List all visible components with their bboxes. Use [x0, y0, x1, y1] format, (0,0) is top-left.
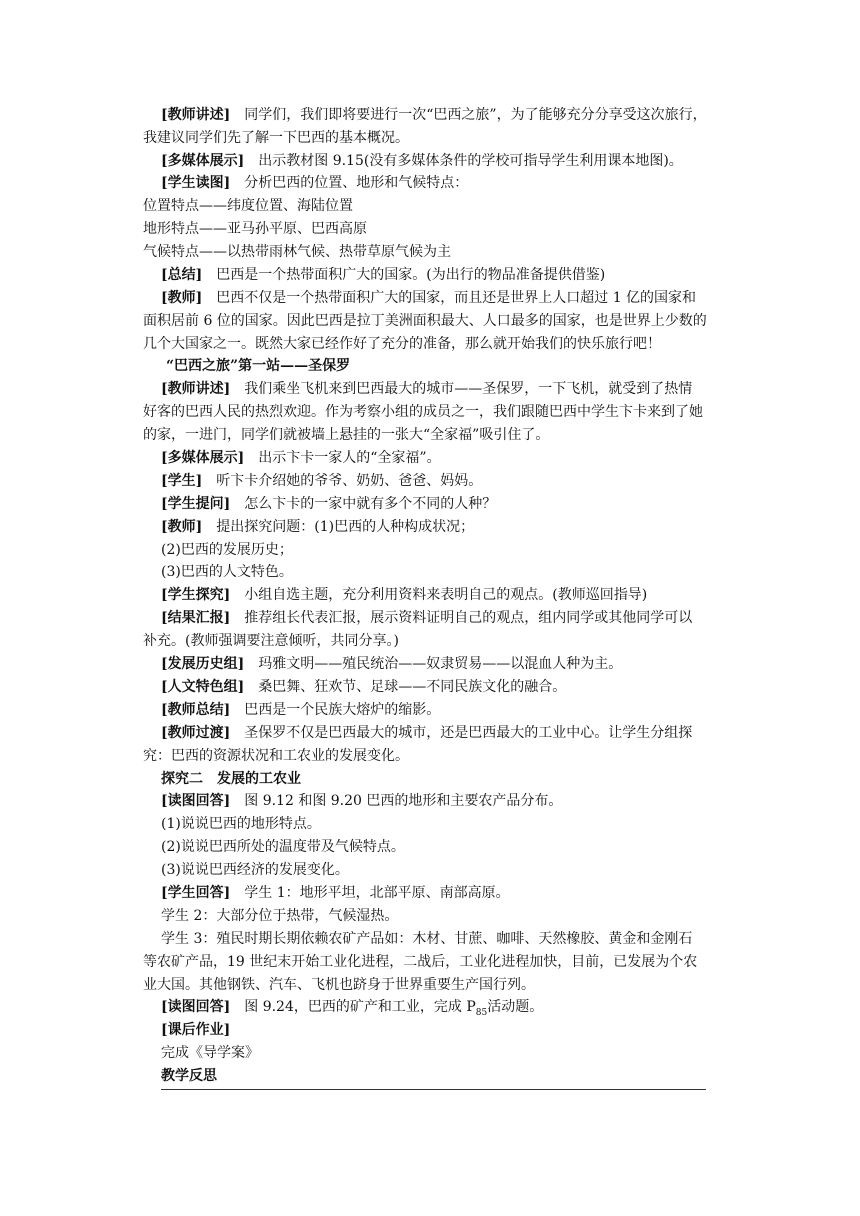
- section-tag: [学生探究]: [161, 587, 231, 603]
- paragraph-student-inquiry: [161, 585, 647, 605]
- paragraph-result-report: [161, 608, 692, 628]
- paragraph-continuation: 等农矿产品，19 世纪末开始工业化进程，二战后，工业化进程加快，目前，已发展为个农: [143, 954, 698, 970]
- section-tag: [教师总结]: [161, 702, 231, 718]
- question-item-1: (1)说说巴西的地形特点。: [161, 816, 321, 832]
- paragraph-teacher-narration-1: [161, 105, 707, 125]
- paragraph-multimedia-2: [161, 448, 441, 468]
- feature-position: 位置特点——纬度位置、海陆位置: [143, 198, 353, 214]
- paragraph-text: 学生 1：地形平坦，北部平原、南部高原。: [244, 885, 510, 901]
- paragraph-text: 出示卞卡一家人的“全家福”。: [258, 450, 441, 466]
- section-tag: [教师讲述]: [161, 381, 231, 397]
- paragraph-continuation: 究：巴西的资源状况和工农业的发展变化。: [143, 748, 409, 764]
- paragraph-map-reading-2: [161, 997, 543, 1017]
- paragraph-text: 圣保罗不仅是巴西最大的城市，还是巴西最大的工业中心。让学生分组探: [244, 725, 693, 741]
- section-tag: [教师]: [161, 519, 203, 535]
- section-heading-homework: [课后作业]: [161, 1022, 231, 1038]
- paragraph-student-reading: [161, 173, 468, 193]
- section-tag: [多媒体展示]: [161, 450, 245, 466]
- reflection-blank-line: [161, 1089, 706, 1090]
- homework-text: 完成《导学案》: [161, 1045, 259, 1061]
- paragraph-text: 听卞卡介绍她的爷爷、奶奶、爸爸、妈妈。: [216, 473, 483, 489]
- section-tag: [学生回答]: [161, 885, 231, 901]
- paragraph-text: 提出探究问题：(1)巴西的人种构成状况；: [216, 519, 475, 535]
- question-item-3: (3)说说巴西经济的发展变化。: [161, 862, 349, 878]
- paragraph-text: 图 9.24，巴西的矿产和工业，完成 P: [244, 999, 476, 1015]
- question-item-3: (3)巴西的人文特色。: [161, 564, 293, 580]
- paragraph-text: 我们乘坐飞机来到巴西最大的城市——圣保罗，一下飞机，就受到了热情: [244, 381, 693, 397]
- paragraph-text: 同学们，我们即将要进行一次“巴西之旅”，为了能够充分分享受这次旅行，: [244, 107, 707, 123]
- paragraph-text: 分析巴西的位置、地形和气候特点：: [244, 175, 469, 191]
- paragraph-continuation: 几个大国家之一。既然大家已经作好了充分的准备，那么就开始我们的快乐旅行吧！: [143, 336, 661, 352]
- paragraph-multimedia-1: [161, 151, 683, 171]
- paragraph-text: 巴西是一个热带面积广大的国家。(为出行的物品准备提供借鉴): [216, 267, 606, 283]
- feature-climate: 气候特点——以热带雨林气候、热带草原气候为主: [143, 244, 451, 260]
- paragraph-map-reading-1: [161, 791, 562, 811]
- feature-terrain: 地形特点——亚马孙平原、巴西高原: [143, 221, 367, 237]
- paragraph-teacher-2: [161, 517, 474, 537]
- section-tag: [人文特色组]: [161, 679, 245, 695]
- section-tag: [学生]: [161, 473, 203, 489]
- paragraph-text: 巴西是一个民族大熔炉的缩影。: [244, 702, 441, 718]
- question-item-2: (2)说说巴西所处的温度带及气候特点。: [161, 839, 405, 855]
- paragraph-text: 桑巴舞、狂欢节、足球——不同民族文化的融合。: [258, 679, 567, 695]
- paragraph-history-group: [161, 654, 622, 674]
- section-tag: [教师]: [161, 290, 203, 306]
- section-tag: [总结]: [161, 267, 203, 283]
- paragraph-text: 玛雅文明——殖民统治——奴隶贸易——以混血人种为主。: [258, 656, 623, 672]
- student-answer-3: 学生 3：殖民时期长期依赖农矿产品如：木材、甘蔗、咖啡、天然橡胶、黄金和金刚石: [161, 931, 693, 947]
- section-tag: [读图回答]: [161, 793, 231, 809]
- paragraph-text: 怎么卞卡的一家中就有多个不同的人种？: [244, 496, 497, 512]
- paragraph-text: 图 9.12 和图 9.20 巴西的地形和主要农产品分布。: [244, 793, 563, 809]
- paragraph-text-tail: 活动题。: [487, 999, 544, 1015]
- section-heading-inquiry-two: 探究二 发展的工农业: [161, 771, 301, 787]
- page-subscript: 85: [475, 1007, 488, 1018]
- section-tag: [多媒体展示]: [161, 153, 245, 169]
- section-tag: [读图回答]: [161, 999, 231, 1015]
- paragraph-teacher-narration-2: [161, 379, 692, 399]
- student-answer-2: 学生 2：大部分位于热带，气候湿热。: [161, 908, 399, 924]
- section-tag: [教师讲述]: [161, 107, 231, 123]
- section-tag: [结果汇报]: [161, 610, 231, 626]
- paragraph-teacher-summary: [161, 700, 440, 720]
- paragraph-summary: [161, 265, 605, 285]
- section-tag: [发展历史组]: [161, 656, 245, 672]
- section-tag: [学生读图]: [161, 175, 231, 191]
- paragraph-continuation: 我建议同学们先了解一下巴西的基本概况。: [143, 130, 409, 146]
- paragraph-continuation: 的家，一进门，同学们就被墙上悬挂的一张大“全家福”吸引住了。: [143, 427, 550, 443]
- paragraph-teacher-transition: [161, 723, 692, 743]
- paragraph-text: 出示教材图 9.15(没有多媒体条件的学校可指导学生利用课本地图)。: [258, 153, 683, 169]
- section-heading-first-stop: “巴西之旅”第一站——圣保罗: [166, 358, 351, 374]
- section-heading-reflection: 教学反思: [161, 1068, 217, 1084]
- paragraph-continuation: 面积居前 6 位的国家。因此巴西是拉丁美洲面积最大、人口最多的国家，也是世界上少数的: [143, 313, 707, 329]
- paragraph-text: 巴西不仅是一个热带面积广大的国家，而且还是世界上人口超过 1 亿的国家和: [216, 290, 697, 306]
- paragraph-continuation: 业大国。其他钢铁、汽车、飞机也跻身于世界重要生产国行列。: [143, 977, 535, 993]
- paragraph-student-answer: [161, 883, 510, 903]
- section-tag: [学生提问]: [161, 496, 231, 512]
- section-tag: [教师过渡]: [161, 725, 231, 741]
- paragraph-text: 推荐组长代表汇报，展示资料证明自己的观点，组内同学或其他同学可以: [244, 610, 693, 626]
- question-item-2: (2)巴西的发展历史；: [161, 542, 293, 558]
- paragraph-culture-group: [161, 677, 566, 697]
- paragraph-continuation: 好客的巴西人民的热烈欢迎。作为考察小组的成员之一，我们跟随巴西中学生卞卡来到了她: [143, 404, 703, 420]
- paragraph-text: 小组自选主题，充分利用资料来表明自己的观点。(教师巡回指导): [244, 587, 648, 603]
- paragraph-student-question: [161, 494, 496, 514]
- paragraph-teacher-1: [161, 288, 696, 308]
- paragraph-continuation: 补充。(教师强调要注意倾听，共同分享。): [143, 633, 399, 649]
- paragraph-student: [161, 471, 482, 491]
